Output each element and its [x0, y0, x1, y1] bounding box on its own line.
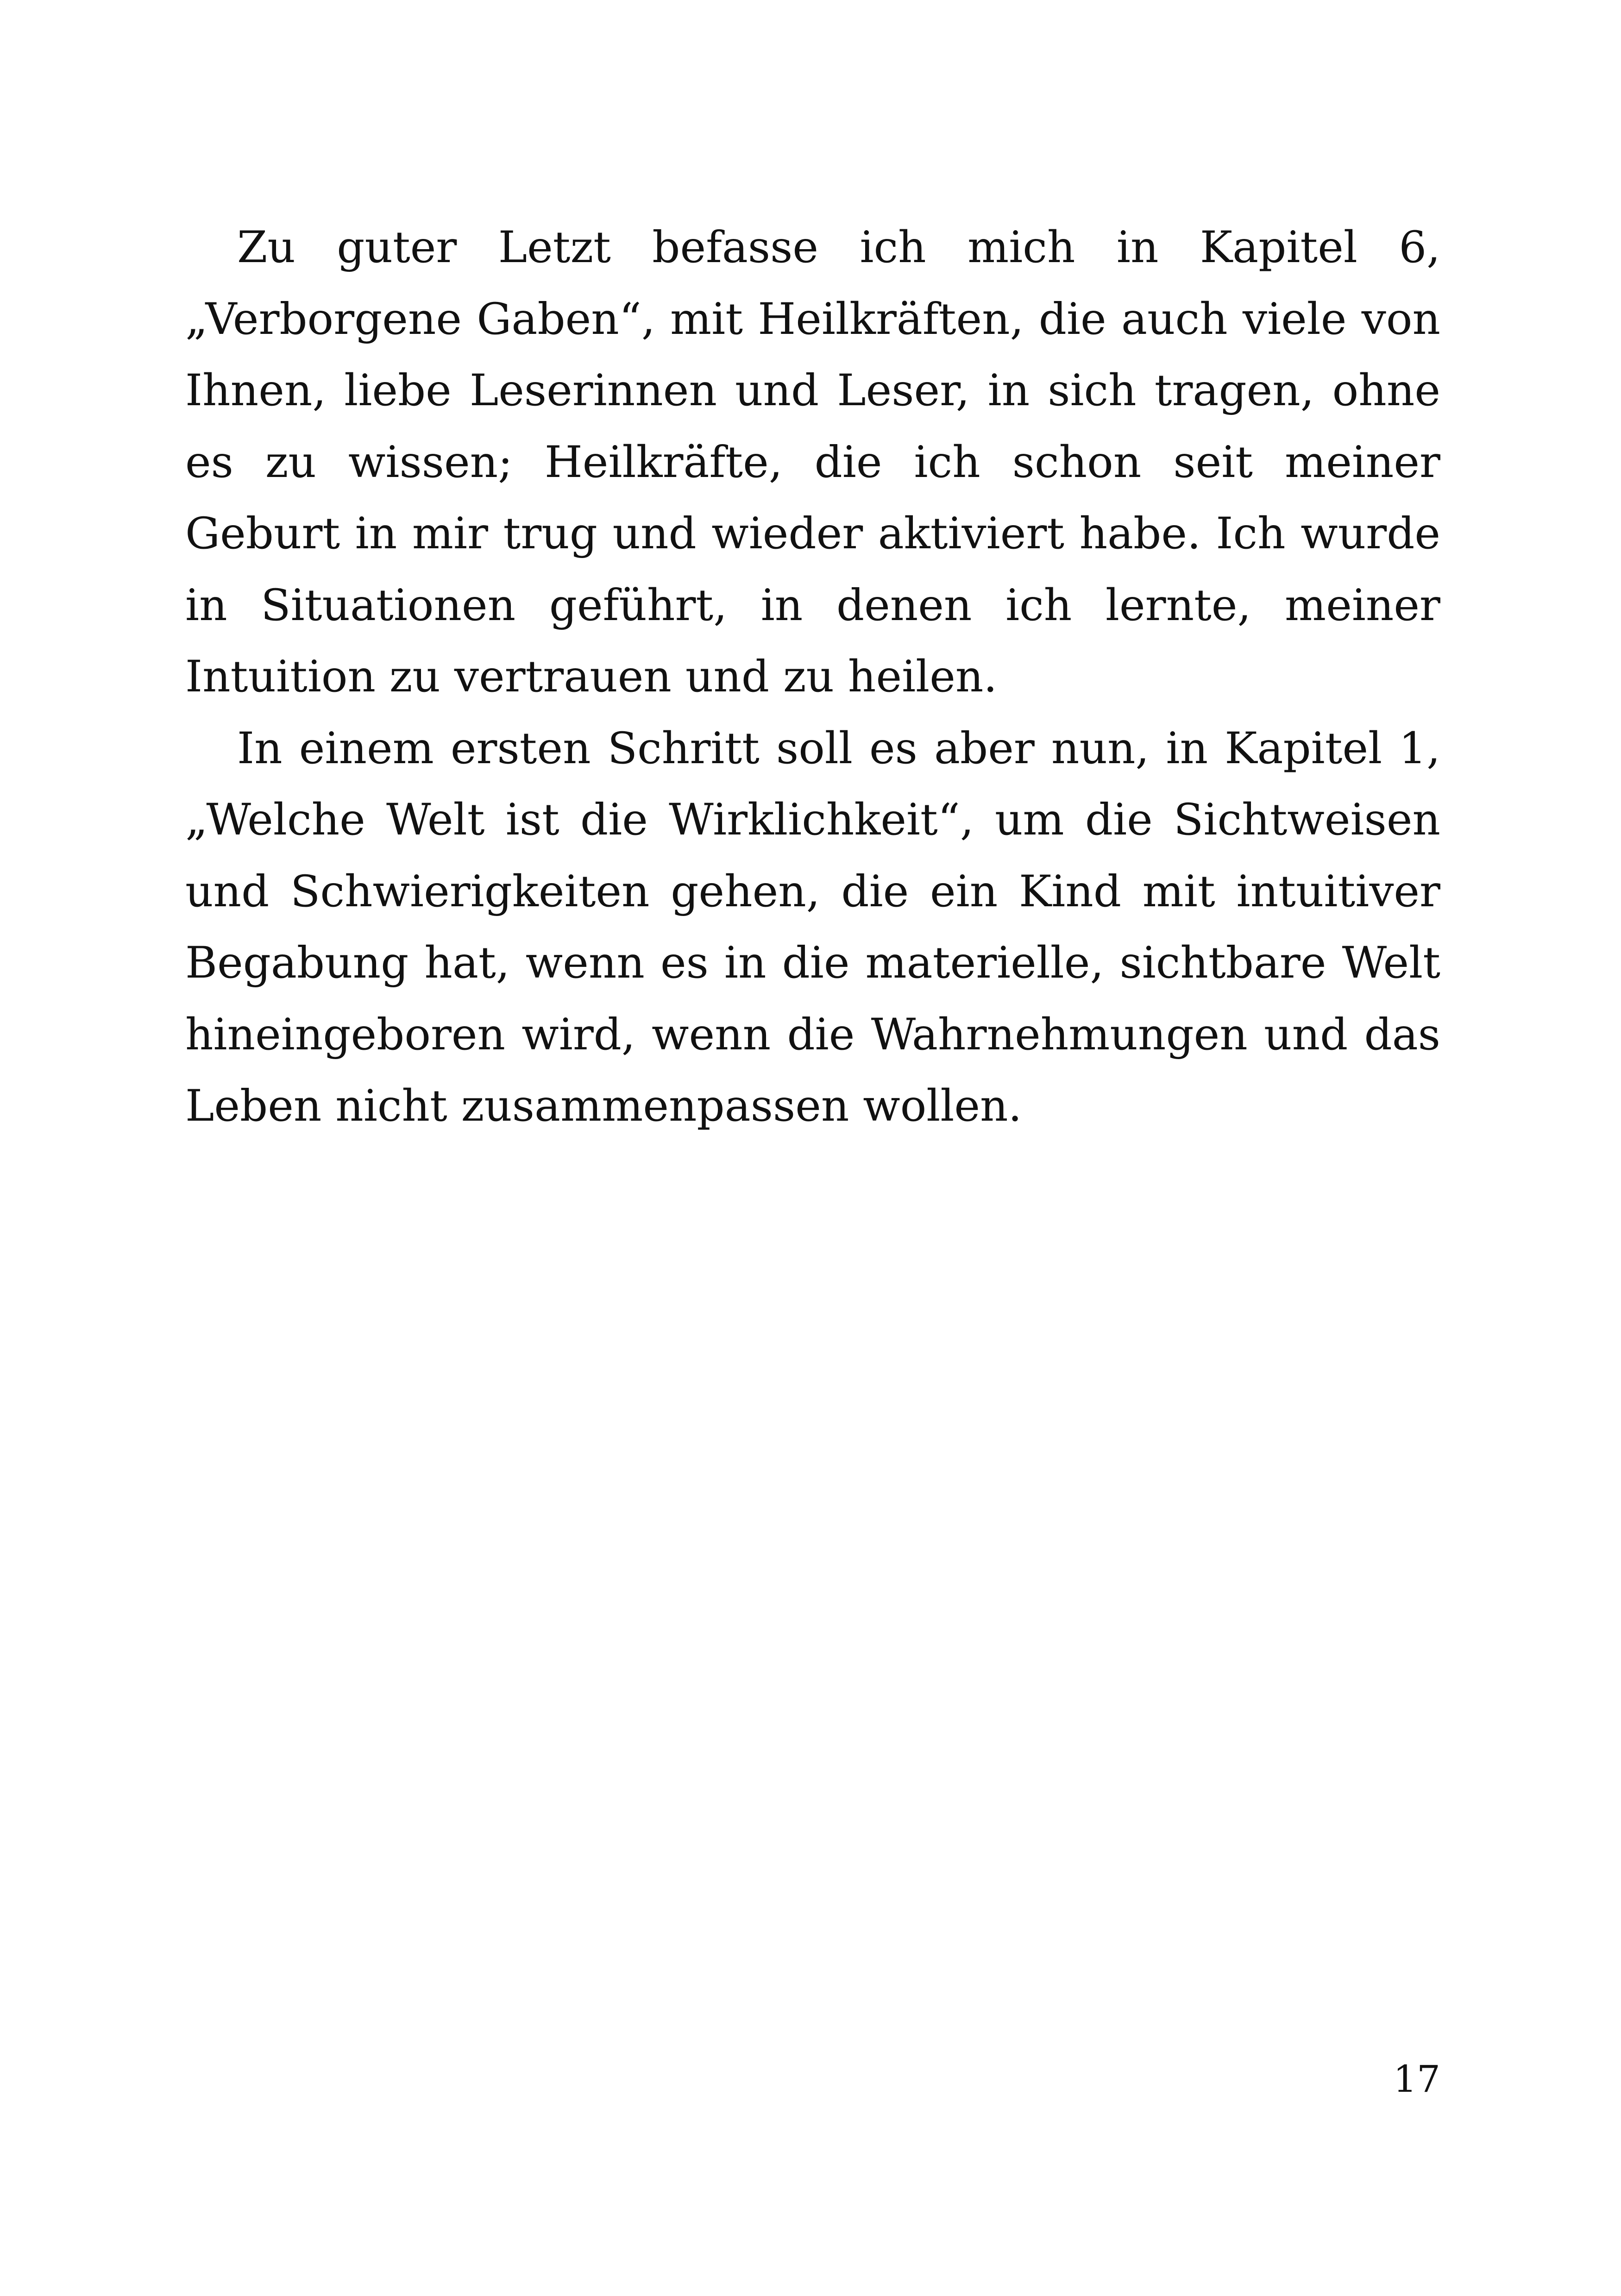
paragraph: Zu guter Letzt befasse ich mich in Kapitel 6, „Verborgene Gaben“, mit Heilkräften, die auch viele von Ihnen, liebe Leserinnen und Leser, in sich tragen, ohne es zu wissen; Heilkräfte, die ich schon seit meiner Geburt in mir trug und wieder aktiviert habe. Ich wurde in Situationen geführt, in denen ich lernte, meiner Intuition zu vertrauen und zu heilen.: [185, 222, 1440, 702]
paragraph: In einem ersten Schritt soll es aber nun, in Kapitel 1, „Welche Welt ist die Wirklichkeit“, um die Sichtweisen und Schwierigkeiten gehen, die ein Kind mit intuitiver Begabung hat, wenn es in die materielle, sichtbare Welt hineingeboren wird, wenn die Wahrnehmungen und das Leben nicht zusammenpassen wollen.: [185, 723, 1440, 1131]
page-number: 17: [1393, 2058, 1440, 2101]
document-body: [185, 212, 1440, 1142]
